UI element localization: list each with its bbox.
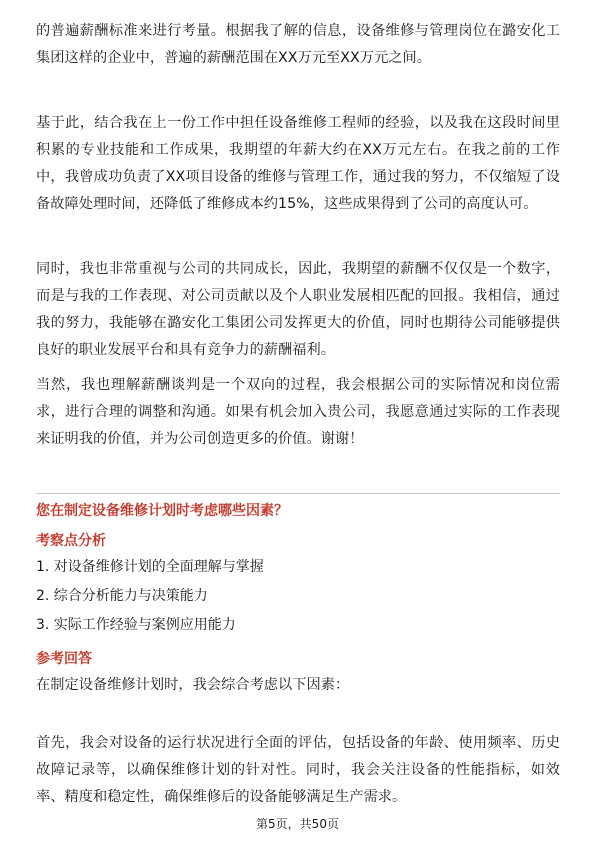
- paragraph-negotiation: 当然，我也理解薪酬谈判是一个双向的过程，我会根据公司的实际情况和岗位需求，进行合理的调整和沟通。如果有机会加入贵公司，我愿意通过实际的工作表现来证明我的价值，并为公司创造更多的价值。谢谢！: [36, 377, 560, 447]
- paragraph-growth: 同时，我也非常重视与公司的共同成长，因此，我期望的薪酬不仅仅是一个数字，而是与我的工作表现、对公司贡献以及个人职业发展相匹配的回报。我相信，通过我的努力，我能够在潞安化工集团公司发挥更大的价值，同时也期待公司能够提供良好的职业发展平台和具有竞争力的薪酬福利。: [36, 261, 560, 358]
- answer-heading: 参考回答: [36, 651, 92, 667]
- analysis-heading: 考察点分析: [36, 533, 106, 549]
- section-divider: [36, 493, 560, 494]
- paragraph-salary-range: 的普遍薪酬标准来进行考量。根据我了解的信息，设备维修与管理岗位在潞安化工集团这样的企业中，普遍的薪酬范围在XX万元至XX万元之间。: [36, 23, 560, 66]
- analysis-item-1: 1. 对设备维修计划的全面理解与掌握: [36, 559, 264, 575]
- answer-intro: 在制定设备维修计划时，我会综合考虑以下因素：: [36, 677, 350, 693]
- analysis-item-3: 3. 实际工作经验与案例应用能力: [36, 617, 236, 633]
- page-number: 第5页，共50页: [256, 817, 339, 831]
- answer-body: 首先，我会对设备的运行状况进行全面的评估，包括设备的年龄、使用频率、历史故障记录等，以确保维修计划的针对性。同时，我会关注设备的性能指标，如效率、精度和稳定性，确保维修后的设备能够满足生产需求。: [36, 735, 560, 805]
- question-title: 您在制定设备维修计划时考虑哪些因素？: [36, 503, 288, 519]
- analysis-item-2: 2. 综合分析能力与决策能力: [36, 588, 208, 604]
- paragraph-experience: 基于此，结合我在上一份工作中担任设备维修工程师的经验，以及我在这段时间里积累的专业技能和工作成果，我期望的年薪大约在XX万元左右。在我之前的工作中，我曾成功负责了XX项目设备的维修与管理工作，通过我的努力，不仅缩短了设备故障处理时间，还降低了维修成本约15%，这些成果得到了公司的高度认可。: [36, 115, 560, 212]
